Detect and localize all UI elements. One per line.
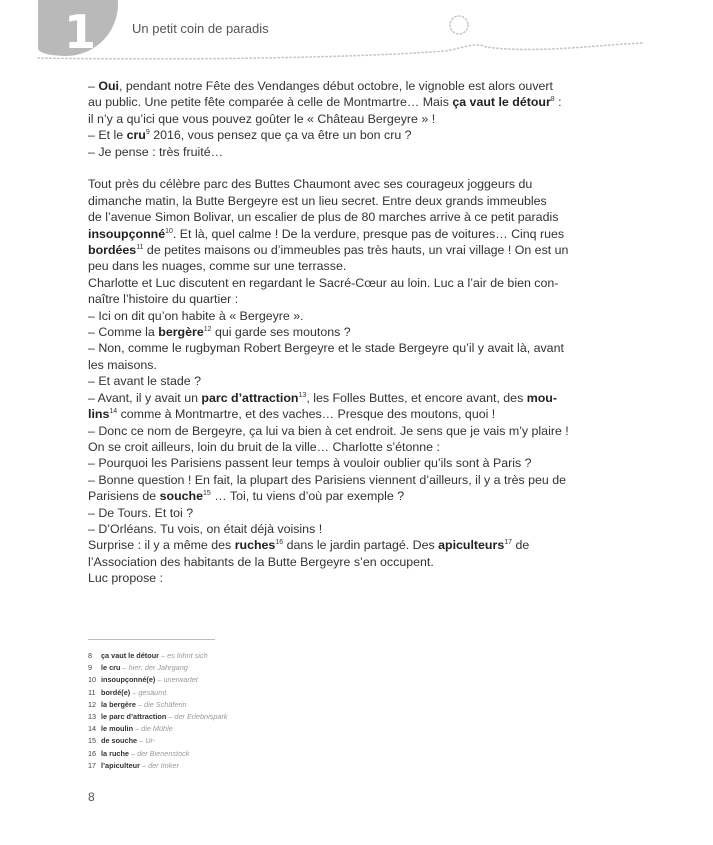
footnote-translation: der Imker (148, 760, 179, 770)
footnote-dash: – (137, 736, 146, 746)
text-segment: Luc propose : (88, 571, 164, 586)
text-line (88, 226, 570, 242)
footnote-item (88, 735, 228, 747)
footnote-dash: – (133, 724, 142, 734)
footnote-marker: 9 (145, 129, 150, 137)
glossary-term: bergère (158, 325, 204, 340)
text-segment: Surprise : il y a même des (88, 538, 235, 553)
text-segment: – Non, comme le rugbyman Robert Bergeyre et le stade Bergeyre qu’il y avait là, avant (88, 341, 564, 356)
text-line (88, 423, 570, 439)
footnote-marker: 16 (275, 539, 284, 547)
footnote-number: 13 (88, 712, 97, 722)
text-segment: 2016, vous pensez que ça va être un bon cru ? (149, 128, 412, 143)
text-segment: peu dans les nuages, comme sur une terrasse. (88, 259, 347, 274)
footnote-item (88, 760, 228, 772)
footnote-marker: 14 (109, 407, 118, 415)
text-segment: – Avant, il y avait un (88, 390, 202, 405)
text-line (88, 340, 570, 356)
text-segment: qui garde ses moutons ? (211, 325, 351, 340)
glossary-term: parc d’attraction (201, 390, 299, 405)
text-line (88, 570, 570, 586)
text-line (88, 521, 570, 537)
text-line (88, 160, 570, 176)
text-segment: au public. Une petite fête comparée à celle de Montmartre… Mais (88, 95, 453, 110)
footnote-number: 8 (88, 651, 93, 660)
footnote-number: 14 (88, 724, 97, 734)
dotted-circle-icon (448, 14, 470, 36)
footnote-term: bordé(e) (101, 687, 131, 697)
footnote-divider (88, 639, 215, 640)
footnotes (88, 650, 228, 772)
page-number: 8 (88, 790, 95, 804)
footnote-item (88, 674, 228, 686)
footnote-number: 9 (88, 663, 93, 673)
chapter-title: Un petit coin de paradis (132, 21, 269, 36)
footnote-translation: unerwartet (163, 675, 198, 685)
text-line (88, 406, 570, 422)
glossary-term: Oui (98, 79, 119, 93)
footnote-translation: die Mühle (141, 724, 173, 734)
footnote-dash: – (159, 651, 168, 660)
text-segment: – Bonne question ! En fait, la plupart des Parisiens viennent d’ailleurs, il y a très peu de (88, 472, 567, 487)
footnote-translation: der Erlebnispark (174, 712, 228, 722)
text-line (88, 258, 570, 274)
footnote-number: 16 (88, 748, 97, 758)
glossary-term: mou- (526, 390, 557, 405)
footnote-marker: 17 (504, 539, 513, 547)
text-segment: – Ici on dit qu’on habite à « Bergeyre ». (88, 308, 304, 323)
text-segment: de l’avenue Simon Bolivar, un escalier de plus de 80 marches arrive à ce petit paradis (88, 210, 559, 225)
text-line (88, 488, 570, 504)
text-segment: comme à Montmartre, et des vaches… Presque des moutons, quoi ! (117, 407, 496, 422)
text-line (88, 357, 570, 373)
text-line (88, 94, 570, 110)
text-line (88, 291, 570, 307)
footnote-number: 10 (88, 675, 97, 685)
footnote-marker: 13 (298, 391, 307, 399)
text-segment: il n’y a qu’ici que vous pouvez goûter le « Château Bergeyre » ! (88, 111, 436, 126)
text-line (88, 209, 570, 225)
text-segment: – Pourquoi les Parisiens passent leur temps à vouloir oublier qu’ils sont à Paris ? (88, 456, 532, 471)
text-line (88, 144, 570, 160)
footnote-marker: 11 (136, 243, 144, 251)
text-line (88, 505, 570, 521)
text-segment: , pendant notre Fête des Vendanges début octobre, le vignoble est alors ouvert (119, 79, 553, 93)
footnote-term: ça vaut le détour (101, 651, 159, 660)
footnote-marker: 8 (550, 96, 555, 104)
footnote-dash: – (135, 699, 145, 709)
footnote-number: 17 (88, 760, 97, 770)
text-segment: de (512, 538, 530, 553)
text-segment: , les Folles Buttes, et encore avant, des (306, 390, 527, 405)
footnote-term: la bergère (101, 699, 136, 709)
glossary-term: souche (159, 489, 204, 504)
footnote-term: la ruche (101, 748, 129, 758)
text-line (88, 111, 570, 127)
footnote-dash: – (155, 675, 164, 685)
footnote-translation: gesäumt (138, 687, 167, 697)
footnote-marker: 12 (203, 325, 212, 333)
glossary-term: ruches (234, 538, 276, 553)
footnote-dash: – (120, 663, 129, 673)
text-segment: de petites maisons ou d’immeubles pas très hauts, un vrai village ! On est un (143, 243, 569, 258)
footnote-item (88, 650, 228, 662)
footnote-term: insoupçonné(e) (101, 675, 156, 685)
footnote-translation: Ur- (145, 736, 156, 746)
glossary-term: bordées (88, 243, 137, 258)
text-segment: – Et le (88, 128, 127, 143)
text-line (88, 439, 570, 455)
glossary-term: apiculteurs (438, 538, 505, 553)
footnote-marker: 15 (203, 490, 211, 498)
text-segment: dans le jardin partagé. Des (283, 538, 439, 553)
text-line (88, 472, 570, 488)
text-segment: – D’Orléans. Tu vois, on était déjà voisins ! (88, 521, 323, 536)
main-text (88, 78, 570, 587)
text-line (88, 537, 570, 553)
text-line (88, 308, 570, 324)
footnote-term: le parc d’attraction (101, 712, 167, 722)
text-line (88, 390, 570, 406)
footnote-dash: – (139, 760, 149, 770)
dotted-header-line (36, 34, 646, 64)
footnote-dash: – (166, 712, 175, 722)
footnote-item (88, 687, 228, 699)
text-line (88, 176, 570, 192)
glossary-term: cru (126, 128, 146, 143)
footnote-item (88, 711, 228, 723)
text-segment: dimanche matin, la Butte Bergeyre est un lieu secret. Entre deux grands immeubles (88, 193, 547, 208)
text-line (88, 324, 570, 340)
footnote-translation: hier: der Jahrgang (128, 663, 188, 673)
text-segment: – Donc ce nom de Bergeyre, ça lui va bien à cet endroit. Je sens que je vais m’y plaire ! (88, 423, 569, 438)
footnote-item (88, 699, 228, 711)
text-line (88, 455, 570, 471)
footnote-translation: es lohnt sich (167, 651, 208, 660)
text-segment: . Et là, quel calme ! De la verdure, presque pas de voitures… Cinq rues (172, 226, 565, 241)
footnote-number: 15 (88, 736, 97, 746)
footnote-number: 11 (88, 687, 96, 697)
footnote-number: 12 (88, 699, 97, 709)
text-segment: – (88, 79, 99, 93)
text-segment: On se croit ailleurs, loin du bruit de la ville… Charlotte s’étonne : (88, 439, 440, 454)
text-segment: l’Association des habitants de la Butte Bergeyre s’en occupent. (88, 554, 434, 569)
footnote-term: de souche (101, 736, 138, 746)
glossary-term: lins (88, 407, 110, 422)
text-segment: Charlotte et Luc discutent en regardant le Sacré-Cœur au loin. Luc a l’air de bien con- (88, 275, 559, 290)
glossary-term: insoupçonné (88, 226, 166, 241)
footnote-dash: – (130, 687, 139, 697)
text-line (88, 78, 570, 94)
text-line (88, 275, 570, 291)
glossary-term: ça vaut le détour (452, 95, 551, 110)
text-line (88, 127, 570, 143)
footnote-term: le cru (101, 663, 121, 673)
footnote-item (88, 748, 228, 760)
chapter-number: 1 (63, 5, 96, 59)
footnote-term: l’apiculteur (101, 760, 140, 770)
footnote-translation: die Schäferin (144, 699, 187, 709)
text-segment: – Je pense : très fruité… (88, 144, 223, 159)
footnote-dash: – (128, 748, 138, 758)
text-segment: Tout près du célèbre parc des Buttes Chaumont avec ses courageux joggeurs du (88, 177, 533, 192)
text-segment: naître l’histoire du quartier : (88, 292, 239, 307)
text-line (88, 242, 570, 258)
footnote-marker: 10 (165, 227, 173, 235)
text-segment: : (554, 95, 562, 110)
text-line (88, 373, 570, 389)
text-segment: … Toi, tu viens d’où par exemple ? (210, 489, 405, 504)
footnote-term: le moulin (101, 724, 134, 734)
text-line (88, 554, 570, 570)
text-line (88, 193, 570, 209)
text-segment: Parisiens de (88, 489, 160, 504)
text-segment: – Et avant le stade ? (88, 374, 201, 389)
footnote-item (88, 723, 228, 735)
text-segment: les maisons. (88, 357, 157, 372)
footnote-item (88, 662, 228, 674)
text-segment: – Comme la (88, 325, 159, 340)
text-segment: – De Tours. Et toi ? (88, 505, 194, 520)
footnote-translation: der Bienenstock (137, 748, 190, 758)
